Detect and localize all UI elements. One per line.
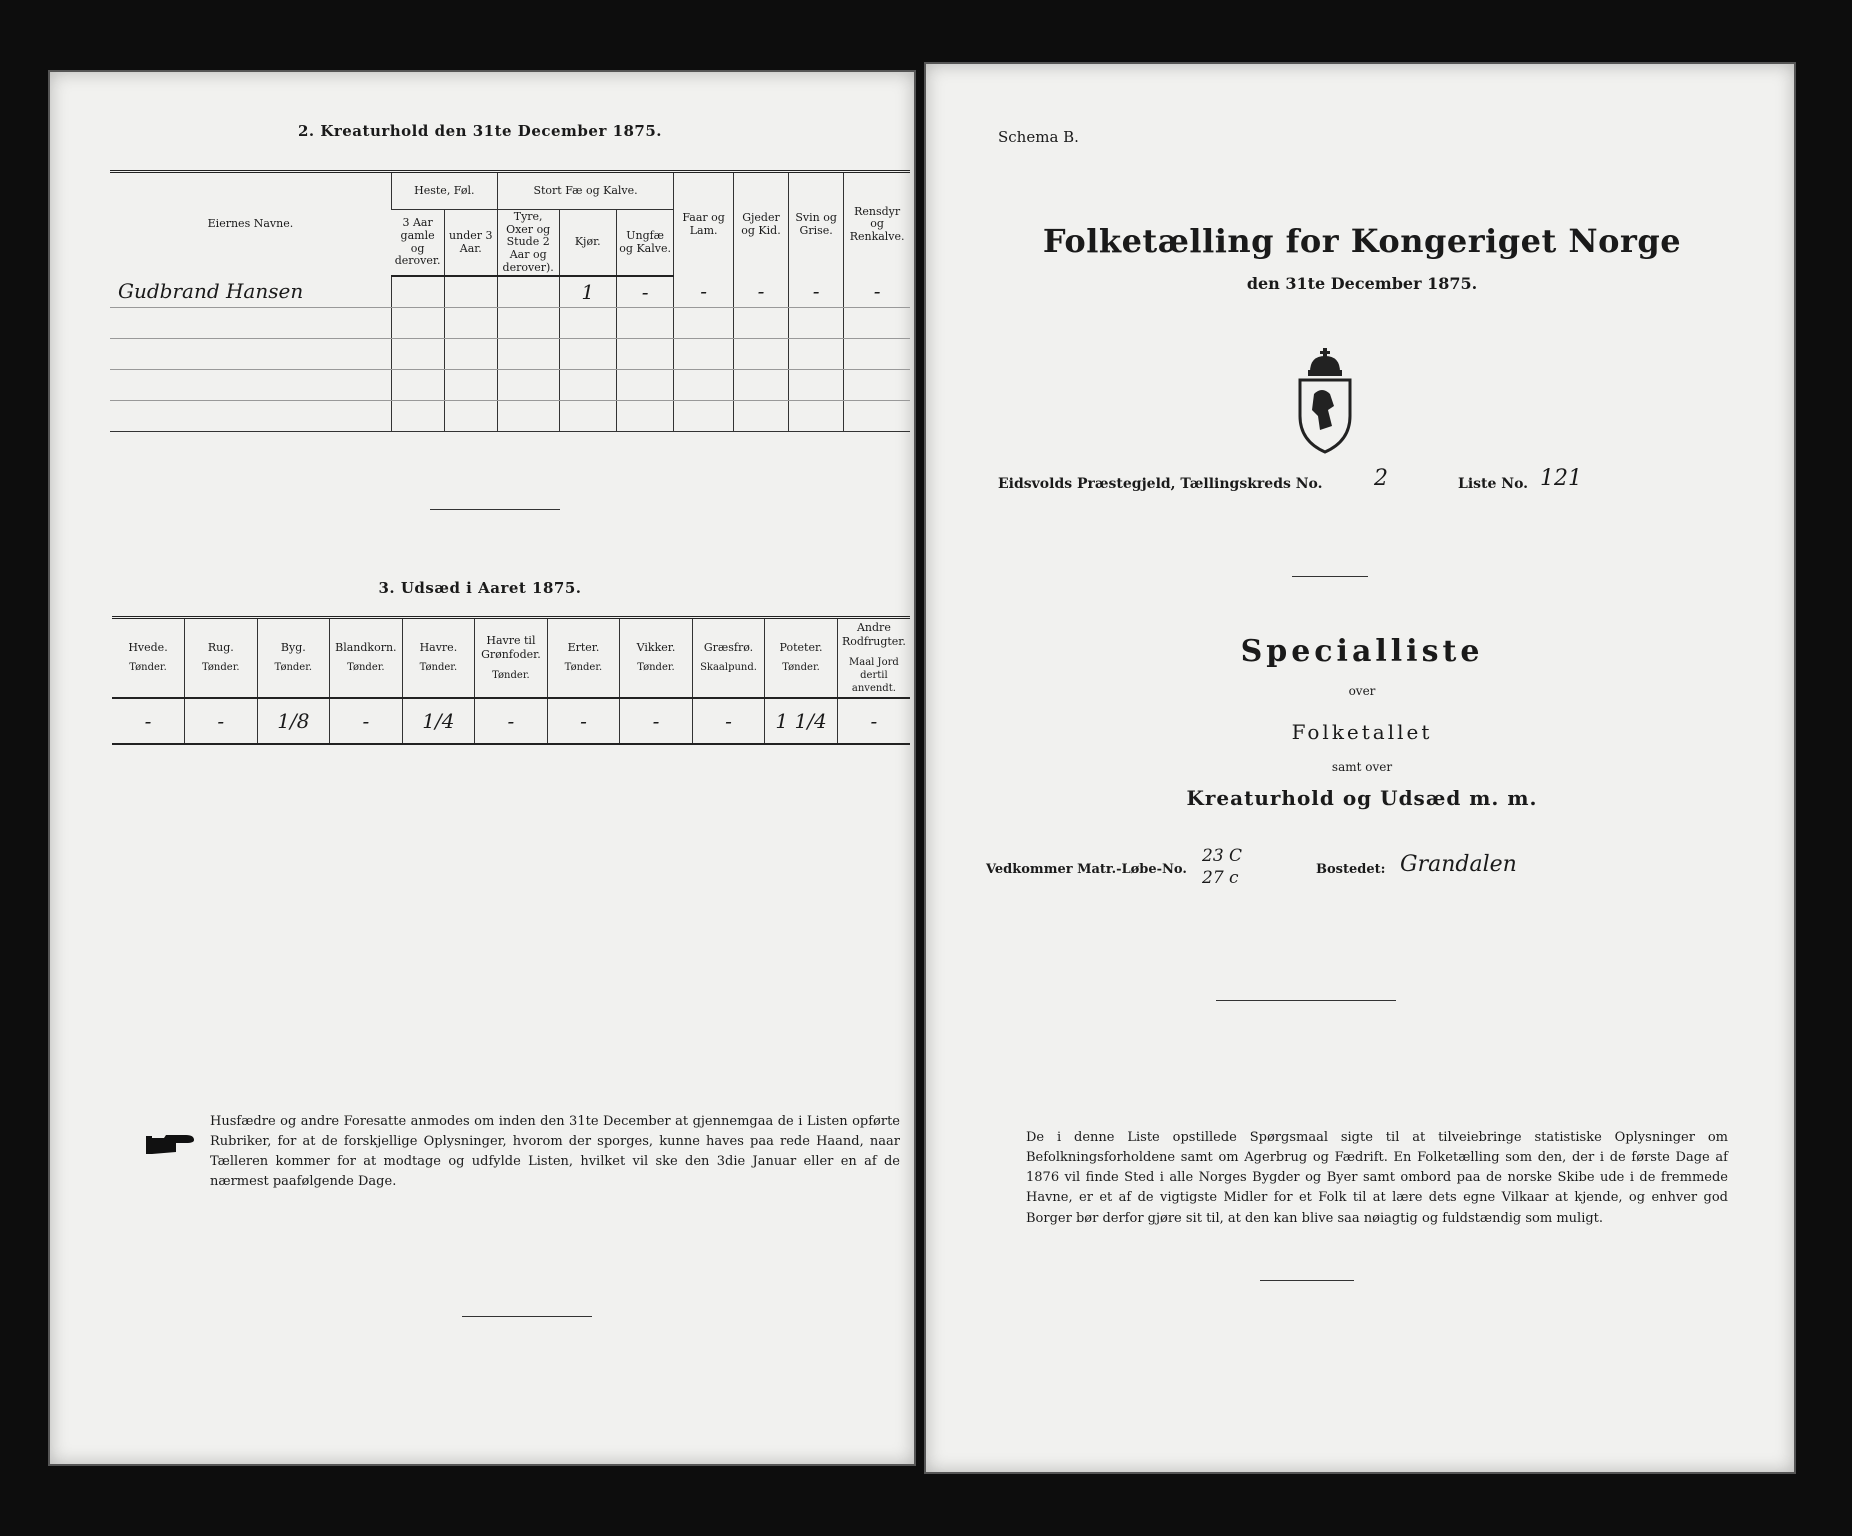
bosted-label: Bostedet: [1316, 862, 1386, 877]
divider [462, 1316, 592, 1317]
matr-label: Vedkommer Matr.-Løbe-No. [986, 862, 1187, 877]
left-page [48, 70, 916, 1466]
section-3-title: 3. Udsæd i Aaret 1875. [378, 579, 582, 597]
cell: - [616, 276, 673, 308]
cell: - [789, 276, 844, 308]
divider [1260, 1280, 1354, 1281]
seed-value: 1/8 [257, 698, 330, 744]
cell: - [844, 276, 910, 308]
cell: - [674, 276, 734, 308]
owner-name [110, 339, 391, 370]
owner-name [110, 370, 391, 401]
divider [1292, 576, 1368, 577]
seed-value: - [692, 698, 765, 744]
cows-header: Kjør. [559, 210, 616, 277]
owner-name: Gudbrand Hansen [110, 276, 391, 308]
owner-name [110, 401, 391, 432]
table-row [110, 370, 910, 401]
seed-value: 1 1/4 [765, 698, 838, 744]
table-row [110, 276, 910, 308]
pointing-hand-icon [146, 1132, 196, 1156]
right-page [924, 62, 1796, 1474]
peas-header: Erter. Tønder. [547, 618, 620, 698]
cell: 1 [559, 276, 616, 308]
matr-number-top: 23 C [1202, 846, 1243, 866]
grass-seed-header: Græsfrø. Skaalpund. [692, 618, 765, 698]
table-row [112, 698, 910, 744]
document-title: Folketælling for Kongeriget Norge [1042, 222, 1682, 260]
seed-value: - [837, 698, 910, 744]
seed-value: - [330, 698, 403, 744]
document-date: den 31te December 1875. [1246, 274, 1478, 293]
divider [1216, 1000, 1396, 1001]
norwegian-coat-of-arms-icon [1290, 346, 1360, 456]
list-number: 121 [1540, 466, 1582, 491]
seed-value: - [475, 698, 548, 744]
cell [391, 276, 444, 308]
section-2-title: 2. Kreaturhold den 31te December 1875. [297, 122, 663, 140]
owner-name [110, 308, 391, 339]
young-cattle-header: Ungfæ og Kalve. [616, 210, 673, 277]
green-oats-header: Havre til Grønfoder. Tønder. [475, 618, 548, 698]
table-row [110, 308, 910, 339]
horses-old-header: 3 Aar gamle og derover. [391, 210, 444, 277]
divider [430, 509, 560, 510]
subtitle: Kreaturhold og Udsæd m. m. [1186, 786, 1538, 810]
over-text: over [1348, 684, 1376, 698]
list-label: Liste No. [1458, 476, 1529, 492]
mixed-grain-header: Blandkorn. Tønder. [330, 618, 403, 698]
table-row [110, 401, 910, 432]
cattle-header: Stort Fæ og Kalve. [497, 172, 674, 210]
samt-over-text: samt over [1331, 760, 1393, 774]
cell [444, 276, 497, 308]
root-crops-header: Andre Rodfrugter. Maal Jord dertil anvendt. [837, 618, 910, 698]
barley-header: Byg. Tønder. [257, 618, 330, 698]
reindeer-header: Rensdyr og Renkalve. [844, 172, 910, 277]
rye-header: Rug. Tønder. [185, 618, 258, 698]
owner-name-header: Eiernes Navne. [110, 172, 391, 277]
schema-label: Schema B. [998, 128, 1079, 146]
folketallet-text: Folketallet [1291, 720, 1433, 744]
goats-header: Gjeder og Kid. [733, 172, 788, 277]
heading-specialliste: Specialliste [1240, 634, 1484, 669]
seed-value: - [185, 698, 258, 744]
potatoes-header: Poteter. Tønder. [765, 618, 838, 698]
matr-number-bottom: 27 c [1202, 868, 1239, 888]
district-number: 2 [1374, 466, 1388, 491]
vetch-header: Vikker. Tønder. [620, 618, 693, 698]
parish-label: Eidsvolds Præstegjeld, Tællingskreds No. [998, 476, 1323, 492]
bosted-value: Grandalen [1400, 852, 1517, 877]
footer-text: De i denne Liste opstillede Spørgsmaal sigte til at tilveiebringe statistiske Oplysninger om Befolkningsforholdene samt om Agerbrug og Fædrift. En Folketælling som den, der i de første Dage af 1876 vil finde Sted i alle Norges Bygder og Byer samt ombord paa de norske Skibe ude i de fremmede Havne, er et af de vigtigste Midler for et Folk til at lære dets egne Vilkaar at kjende, og enhver god Borger bør derfor gjøre sit til, at den kan blive saa nøiagtig og fuldstændig som muligt. [1026, 1130, 1728, 1226]
horses-young-header: under 3 Aar. [444, 210, 497, 277]
oats-header: Havre. Tønder. [402, 618, 475, 698]
pigs-header: Svin og Grise. [789, 172, 844, 277]
seed-value: - [547, 698, 620, 744]
seed-value: - [112, 698, 185, 744]
table-row [110, 339, 910, 370]
wheat-header: Hvede. Tønder. [112, 618, 185, 698]
cell [497, 276, 559, 308]
seed-value: 1/4 [402, 698, 475, 744]
livestock-table [110, 170, 910, 432]
sheep-header: Faar og Lam. [674, 172, 734, 277]
cell: - [733, 276, 788, 308]
bulls-header: Tyre, Oxer og Stude 2 Aar og derover). [497, 210, 559, 277]
horses-header: Heste, Føl. [391, 172, 497, 210]
notice-text: Husfædre og andre Foresatte anmodes om inden den 31te December at gjennemgaa de i Listen opførte Rubriker, for at de forskjellige Oplysninger, hvorom der sporges, kunne haves paa rede Haand, naar Tælleren kommer for at modtage og udfylde Listen, hvilket vil ske den 3die Januar eller en af de nærmest paafølgende Dage. [210, 1114, 900, 1190]
seed-value: - [620, 698, 693, 744]
seed-table [112, 616, 910, 745]
